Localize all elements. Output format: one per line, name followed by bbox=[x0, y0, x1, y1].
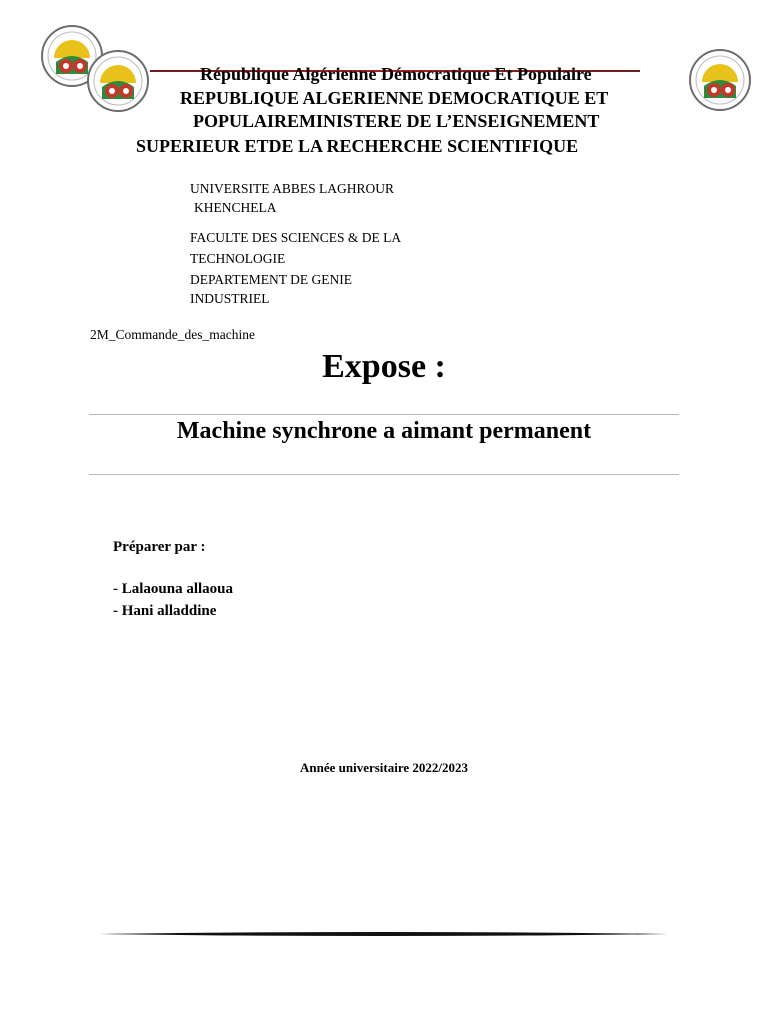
faculty-line-1: FACULTE DES SCIENCES & DE LA bbox=[190, 230, 402, 245]
divider-top bbox=[89, 414, 679, 415]
academic-year: Année universitaire 2022/2023 bbox=[299, 760, 469, 775]
bottom-rule bbox=[100, 928, 668, 940]
department-line-1: DEPARTEMENT DE GENIE bbox=[190, 272, 352, 287]
header-line-4: SUPERIEUR ETDE LA RECHERCHE SCIENTIFIQUE bbox=[136, 136, 579, 156]
document-subtitle: Machine synchrone a aimant permanent bbox=[176, 418, 592, 444]
header-line-2: REPUBLIQUE ALGERIENNE DEMOCRATIQUE ET bbox=[180, 88, 609, 108]
prepared-by-label: Préparer par : bbox=[113, 539, 206, 555]
faculty-line-2: TECHNOLOGIE bbox=[190, 251, 286, 266]
author-item: - Lalaouna allaoua bbox=[113, 581, 234, 597]
page-title: Expose : bbox=[322, 348, 446, 385]
university-name-line-2: KHENCHELA bbox=[194, 200, 277, 215]
header-line-3: POPULAIREMINISTERE DE L’ENSEIGNEMENT bbox=[193, 111, 600, 131]
university-seal-icon bbox=[688, 48, 752, 112]
header-line-1: République Algérienne Démocratique Et Populaire bbox=[200, 64, 592, 84]
divider-bottom bbox=[89, 474, 679, 475]
department-line-2: INDUSTRIEL bbox=[190, 291, 270, 306]
university-seal-icon bbox=[86, 49, 150, 113]
university-name-line-1: UNIVERSITE ABBES LAGHROUR bbox=[190, 181, 395, 196]
course-code: 2M_Commande_des_machine bbox=[90, 327, 255, 342]
author-item: - Hani alladdine bbox=[113, 603, 217, 619]
